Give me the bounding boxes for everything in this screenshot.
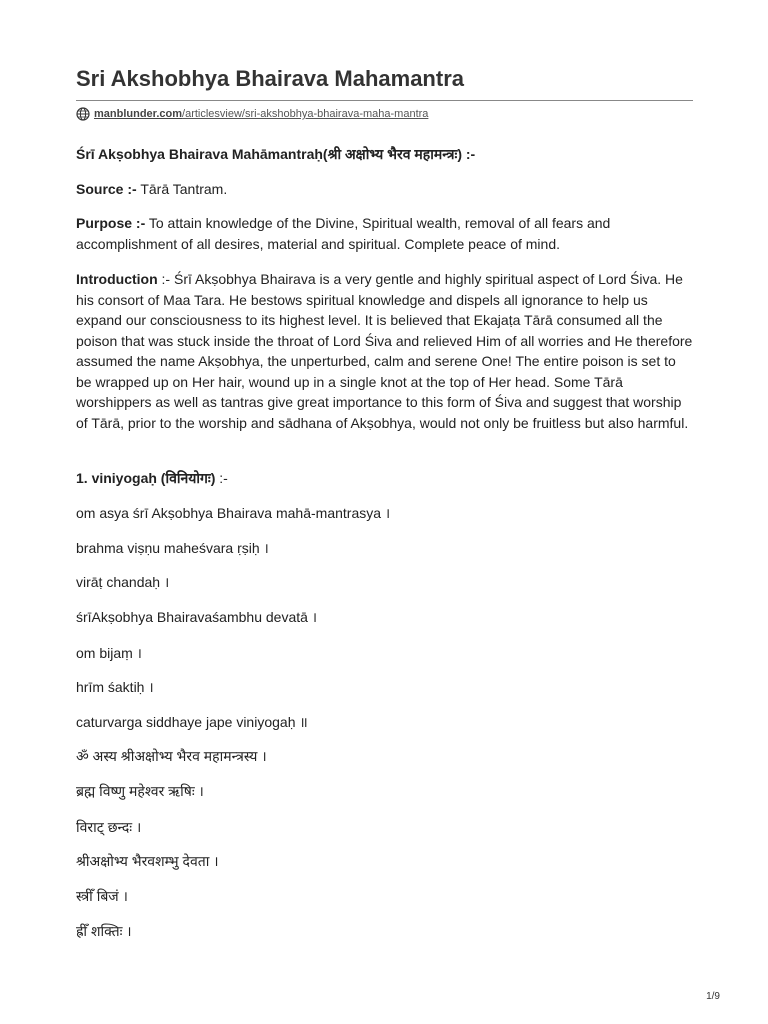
section-heading-suffix: :- [215,470,228,486]
mantra-line: ॐ अस्य श्रीअक्षोभ्य भैरव महामन्त्रस्य । [76,748,267,764]
source-path-link[interactable]: /articlesview/sri-akshobhya-bhairava-maha-mantra [182,108,429,120]
mantra-line: om asya śrī Akṣobhya Bhairava mahā-mantrasya । [76,505,391,521]
mantra-line: brahma viṣṇu maheśvara ṛṣiḥ । [76,540,269,556]
section-heading-label: 1. viniyogaḥ (विनियोगः) [76,470,216,486]
introduction-text: :- Śrī Akṣobhya Bhairava is a very gentle and highly spiritual aspect of Lord Śiva. He his consort of Maa Tara. He bestows spiritual knowledge and dispels all ignorance to help us expand our consciousness to its highest level. It is believed that Ekajaṭa Tārā consumed all the poison that was stuck inside the throat of Lord Śiva and relieved Him of all worries and He therefore assumed the name Akṣobhya, the unperturbed, calm and serene One! The entire poison is set to be wrapped up on Her hair, wound up in a single knot at the top of Her head. Some Tārā worshippers as well as tantras give great importance to this form of Śiva and suggest that worship of Tārā, prior to the worship and sādhana of Akṣobhya, would not only be fruitless but also harmful. [76,271,693,431]
mantra-heading: Śrī Akṣobhya Bhairava Mahāmantraḥ(श्री अक्षोभ्य भैरव महामन्त्रः) :- [76,146,476,162]
purpose-paragraph [76,213,693,254]
purpose-label: Purpose :- [76,215,146,231]
mantra-line: ब्रह्म विष्णु महेश्वर ऋषिः । [76,783,204,799]
globe-icon [76,107,90,121]
mantra-line: hrīm śaktiḥ । [76,679,154,695]
title-divider [76,100,693,101]
source-url-line[interactable] [76,107,428,121]
mantra-line: स्त्रीँ बिजं । [76,888,128,904]
mantra-line: śrīAkṣobhya Bhairavaśambhu devatā । [76,609,318,625]
source-label: Source :- [76,181,137,197]
source-domain-link[interactable]: manblunder.com [94,108,183,120]
source-text: Tārā Tantram. [136,181,228,197]
mantra-line: virāṭ chandaḥ । [76,574,170,590]
mantra-line: caturvarga siddhaye jape viniyogaḥ ॥ [76,714,308,730]
mantra-line: विराट् छन्दः । [76,819,142,835]
source-paragraph [76,179,693,200]
page-title: Sri Akshobhya Bhairava Mahamantra [76,66,464,91]
introduction-label: Introduction [76,271,158,287]
purpose-text: To attain knowledge of the Divine, Spiritual wealth, removal of all fears and accomplishment of all desires, material and spiritual. Complete peace of mind. [76,215,611,252]
mantra-line: ह्रीँ शक्तिः । [76,923,132,939]
mantra-line: om bijaṃ । [76,645,142,661]
section-heading-viniyoga [76,468,693,489]
introduction-paragraph [76,269,693,433]
page-indicator: 1/9 [706,991,720,1002]
mantra-line: श्रीअक्षोभ्य भैरवशम्भु देवता । [76,853,219,869]
